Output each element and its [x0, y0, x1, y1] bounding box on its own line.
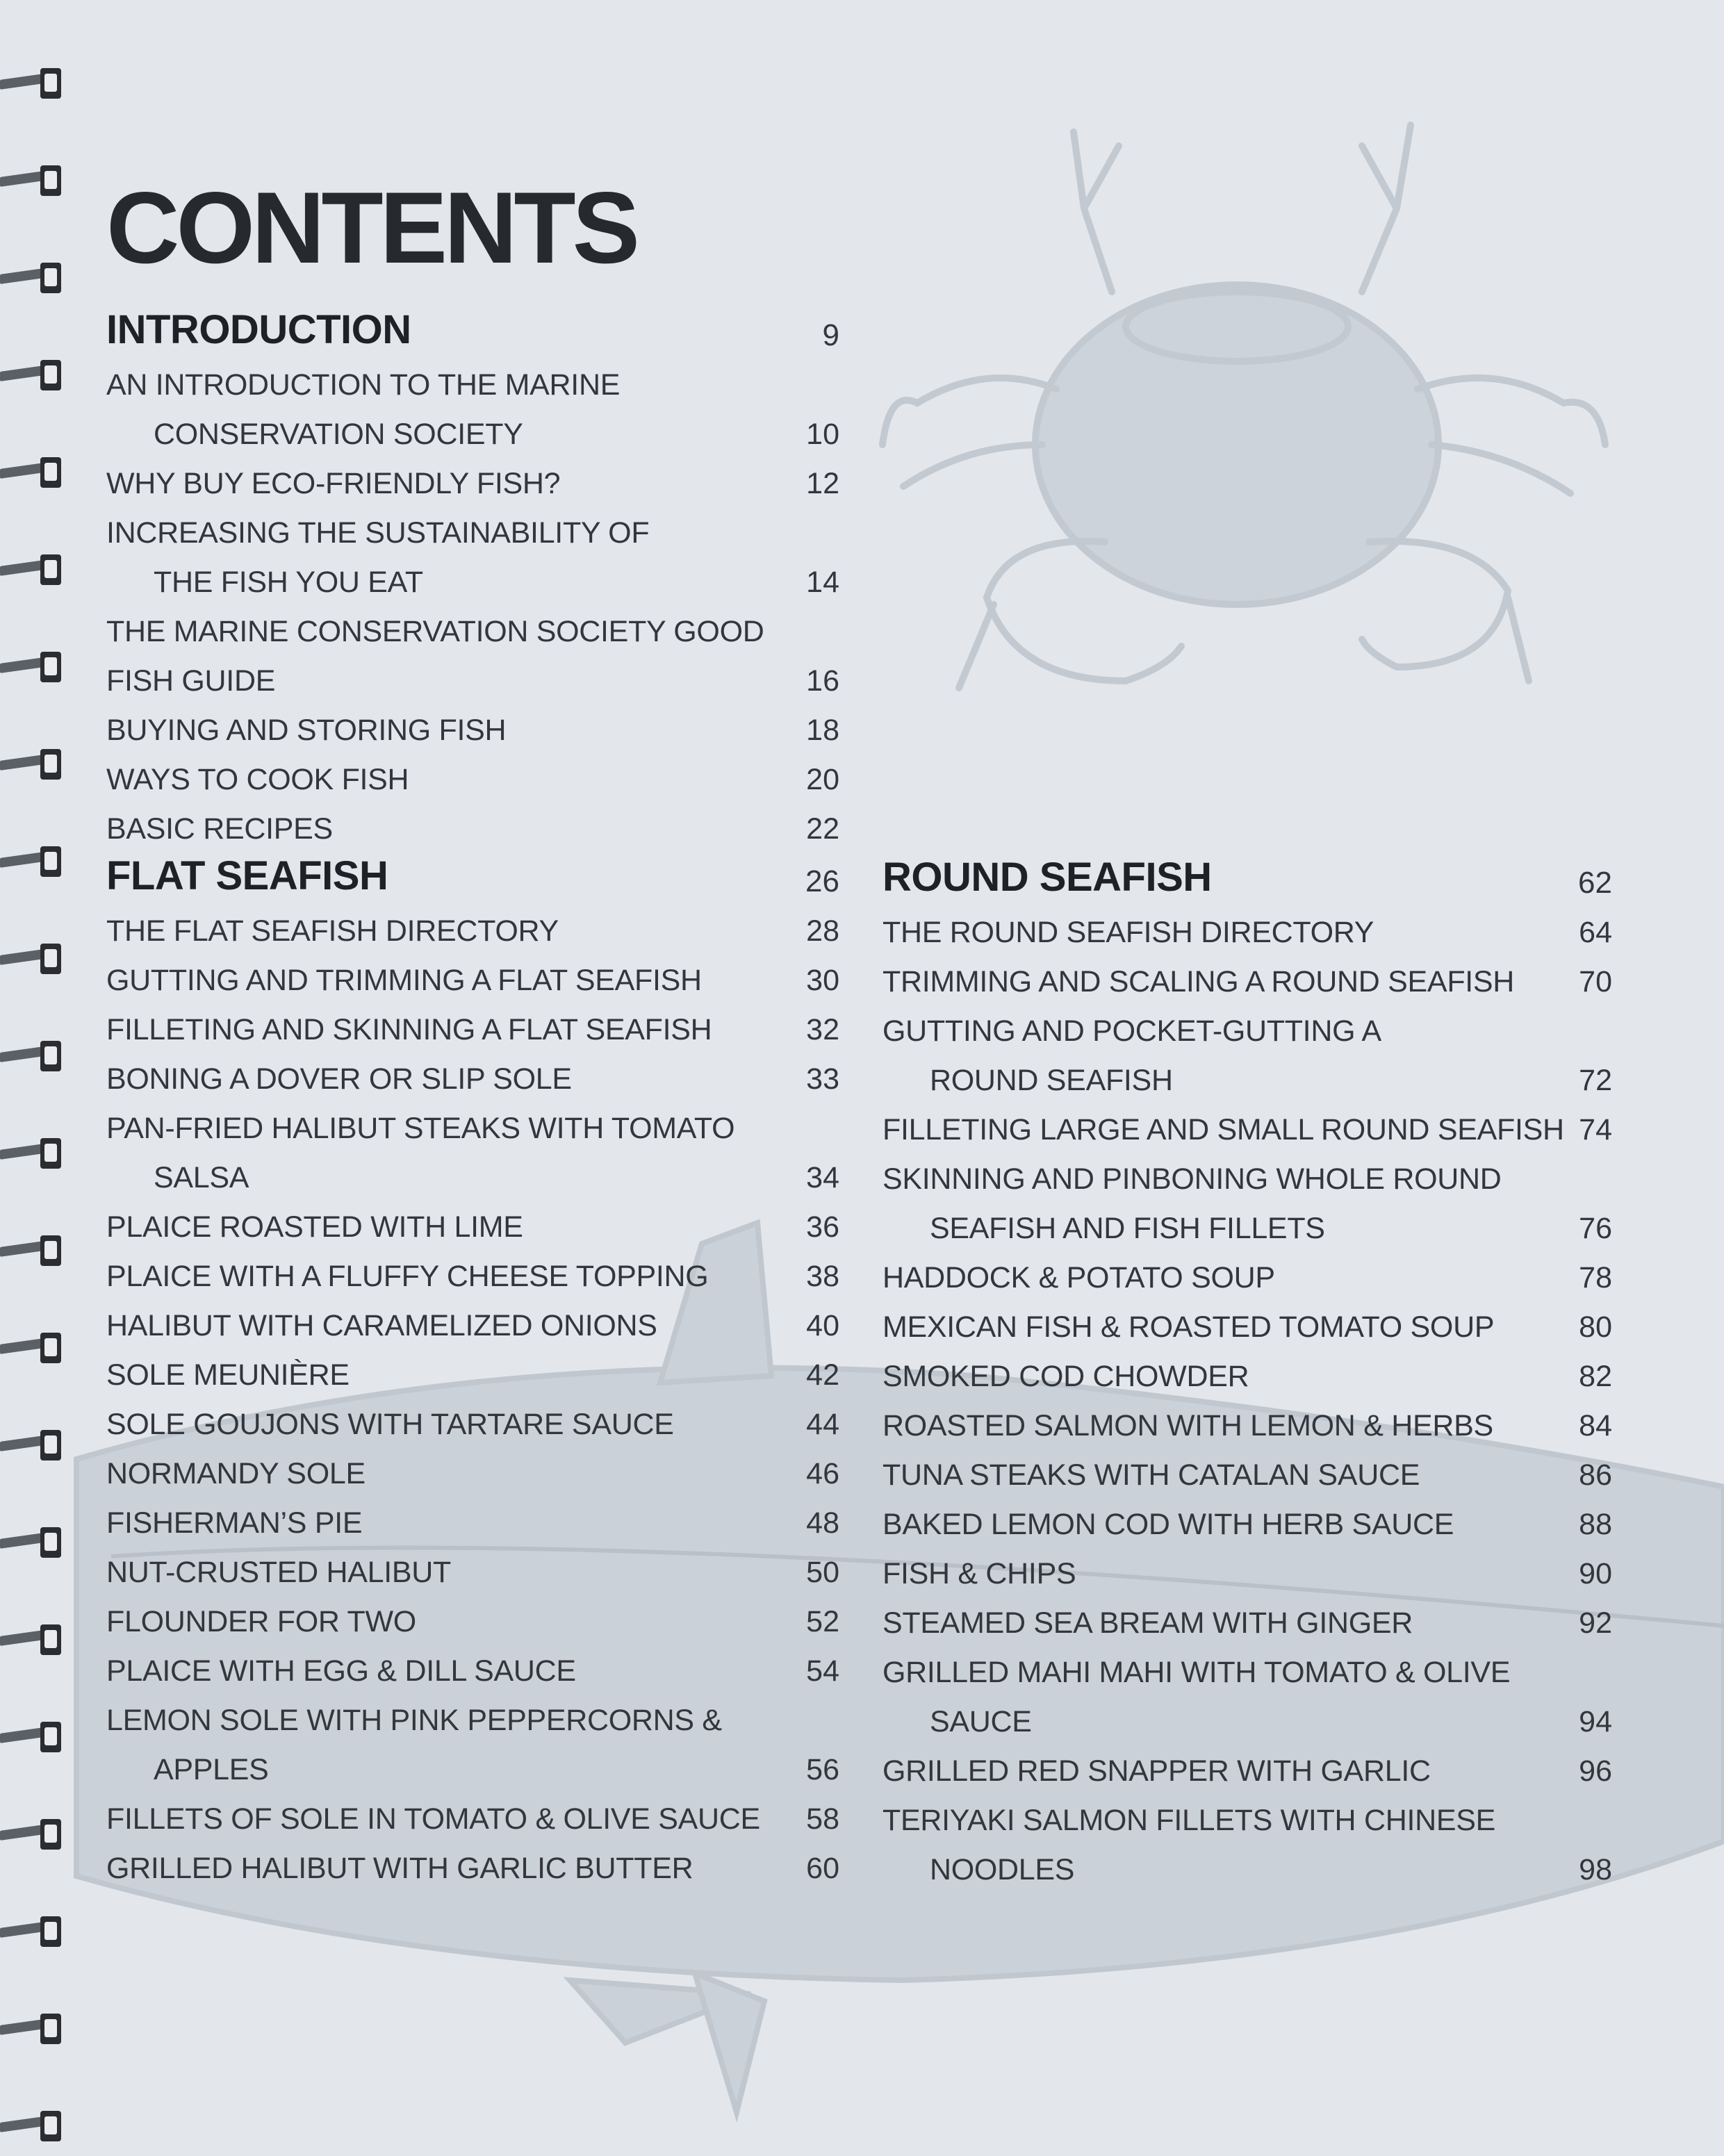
entry-title: HADDOCK & POTATO SOUP: [882, 1261, 1275, 1294]
entry-title: TUNA STEAKS WITH CATALAN SAUCE: [882, 1458, 1420, 1492]
entry-title: SAUCE: [930, 1705, 1032, 1738]
contents-entry: [106, 452, 839, 501]
entry-title: ROASTED SALMON WITH LEMON & HERBS: [882, 1409, 1493, 1442]
entry-title: THE ROUND SEAFISH DIRECTORY: [882, 916, 1374, 949]
contents-entry: [106, 1491, 839, 1540]
page-number: 56: [806, 1753, 839, 1786]
section-title: FLAT SEAFISH: [106, 853, 388, 898]
contents-entry: [106, 748, 839, 797]
entry-title: FILLETING LARGE AND SMALL ROUND SEAFISH: [882, 1113, 1564, 1146]
contents-entry: [882, 1542, 1612, 1591]
page-number: 20: [806, 763, 839, 796]
entry-title: SMOKED COD CHOWDER: [882, 1360, 1249, 1393]
entry-title: FISHERMAN’S PIE: [106, 1506, 363, 1540]
page-number: 40: [806, 1309, 839, 1342]
contents-entry: [106, 998, 839, 1047]
contents-entry: [106, 899, 839, 948]
contents-entry: [882, 1098, 1612, 1147]
section-heading: [106, 300, 839, 353]
page-number: 92: [1579, 1606, 1612, 1640]
page-number: 54: [806, 1654, 839, 1688]
page-number: 96: [1579, 1754, 1612, 1788]
contents-entry: [882, 1690, 1612, 1739]
contents-entry: [106, 1639, 839, 1688]
contents-entry: [882, 900, 1612, 950]
entry-title: APPLES: [154, 1753, 269, 1786]
contents-entry: [106, 1540, 839, 1590]
contents-entry: [106, 1146, 839, 1195]
contents-left-column: [106, 300, 839, 1886]
contents-entry: [106, 1047, 839, 1096]
page-number: 44: [806, 1408, 839, 1441]
entry-title: GRILLED HALIBUT WITH GARLIC BUTTER: [106, 1852, 693, 1885]
contents-entry: [106, 550, 839, 600]
entry-title: BUYING AND STORING FISH: [106, 714, 507, 747]
page-number: 78: [1579, 1261, 1612, 1294]
entry-title: CONSERVATION SOCIETY: [154, 418, 523, 451]
contents-entry: [882, 1492, 1612, 1542]
page-number: 72: [1579, 1064, 1612, 1097]
entry-title: GUTTING AND TRIMMING A FLAT SEAFISH: [106, 964, 702, 997]
entry-title: AN INTRODUCTION TO THE MARINE: [106, 368, 621, 402]
page-title: CONTENTS: [106, 171, 637, 284]
entry-title: GRILLED RED SNAPPER WITH GARLIC: [882, 1754, 1431, 1788]
entry-title: THE FISH YOU EAT: [154, 566, 423, 599]
page-number: 70: [1579, 965, 1612, 998]
page-number: 30: [806, 964, 839, 997]
entry-title: FLOUNDER FOR TWO: [106, 1605, 416, 1638]
page-number: 9: [822, 318, 839, 352]
page-number: 76: [1579, 1212, 1612, 1245]
entry-title: WHY BUY ECO-FRIENDLY FISH?: [106, 467, 561, 500]
section-title: ROUND SEAFISH: [882, 855, 1212, 900]
crab-illustration-icon: [882, 125, 1605, 688]
page-number: 50: [806, 1556, 839, 1589]
entry-title: BAKED LEMON COD WITH HERB SAUCE: [882, 1508, 1454, 1541]
contents-entry: [882, 1739, 1612, 1788]
contents-entry: [106, 1738, 839, 1787]
entry-title: STEAMED SEA BREAM WITH GINGER: [882, 1606, 1413, 1640]
entry-title: SOLE MEUNIÈRE: [106, 1358, 350, 1392]
page-number: 74: [1579, 1113, 1612, 1146]
contents-entry: [106, 1688, 839, 1738]
page-number: 14: [806, 566, 839, 599]
page-number: 90: [1579, 1557, 1612, 1590]
contents-entry: [106, 501, 839, 550]
page-number: 82: [1579, 1360, 1612, 1393]
page-number: 26: [805, 864, 839, 898]
entry-title: SOLE GOUJONS WITH TARTARE SAUCE: [106, 1408, 674, 1441]
entry-title: FISH GUIDE: [106, 664, 276, 698]
contents-entry: [106, 1294, 839, 1343]
contents-right-column: [882, 848, 1612, 1887]
contents-entry: [106, 1836, 839, 1886]
entry-title: BASIC RECIPES: [106, 812, 333, 846]
contents-entry: [882, 999, 1612, 1048]
contents-entry: [882, 1344, 1612, 1394]
entry-title: GUTTING AND POCKET-GUTTING A: [882, 1014, 1381, 1048]
entry-title: SALSA: [154, 1161, 249, 1194]
contents-entry: [106, 600, 839, 649]
contents-entry: [106, 797, 839, 846]
page-number: 16: [806, 664, 839, 698]
entry-title: MEXICAN FISH & ROASTED TOMATO SOUP: [882, 1310, 1495, 1344]
section-heading: [882, 848, 1612, 900]
contents-entry: [882, 1640, 1612, 1690]
page-number: 18: [806, 714, 839, 747]
contents-entry: [106, 1392, 839, 1442]
contents-entry: [106, 948, 839, 998]
entry-title: PLAICE WITH A FLUFFY CHEESE TOPPING: [106, 1260, 709, 1293]
page-number: 12: [806, 467, 839, 500]
contents-entry: [882, 1246, 1612, 1295]
page-number: 64: [1579, 916, 1612, 949]
contents-entry: [882, 1196, 1612, 1246]
page-number: 98: [1579, 1853, 1612, 1886]
page-number: 36: [806, 1210, 839, 1244]
contents-entry: [106, 1343, 839, 1392]
entry-title: HALIBUT WITH CARAMELIZED ONIONS: [106, 1309, 657, 1342]
entry-title: BONING A DOVER OR SLIP SOLE: [106, 1062, 572, 1096]
entry-title: TRIMMING AND SCALING A ROUND SEAFISH: [882, 965, 1515, 998]
entry-title: THE MARINE CONSERVATION SOCIETY GOOD: [106, 615, 764, 648]
contents-entry: [106, 1590, 839, 1639]
page-number: 48: [806, 1506, 839, 1540]
page-number: 58: [806, 1802, 839, 1836]
contents-entry: [882, 1048, 1612, 1098]
entry-title: SEAFISH AND FISH FILLETS: [930, 1212, 1325, 1245]
entry-title: FILLETS OF SOLE IN TOMATO & OLIVE SAUCE: [106, 1802, 760, 1836]
page-number: 88: [1579, 1508, 1612, 1541]
page-number: 94: [1579, 1705, 1612, 1738]
entry-title: ROUND SEAFISH: [930, 1064, 1173, 1097]
entry-title: PLAICE ROASTED WITH LIME: [106, 1210, 523, 1244]
contents-entry: [882, 1394, 1612, 1443]
contents-entry: [882, 1295, 1612, 1344]
entry-title: NOODLES: [930, 1853, 1075, 1886]
page-number: 80: [1579, 1310, 1612, 1344]
contents-entry: [106, 649, 839, 698]
page-number: 38: [806, 1260, 839, 1293]
page-number: 32: [806, 1013, 839, 1046]
contents-entry: [106, 1787, 839, 1836]
contents-entry: [106, 1244, 839, 1294]
entry-title: TERIYAKI SALMON FILLETS WITH CHINESE: [882, 1804, 1495, 1837]
contents-entry: [882, 1838, 1612, 1887]
entry-title: INCREASING THE SUSTAINABILITY OF: [106, 516, 650, 550]
page-number: 60: [806, 1852, 839, 1885]
entry-title: FISH & CHIPS: [882, 1557, 1076, 1590]
section-title: INTRODUCTION: [106, 307, 411, 352]
contents-entry: [882, 1443, 1612, 1492]
contents-entry: [106, 353, 839, 402]
entry-title: FILLETING AND SKINNING A FLAT SEAFISH: [106, 1013, 712, 1046]
contents-entry: [106, 1096, 839, 1146]
entry-title: PLAICE WITH EGG & DILL SAUCE: [106, 1654, 576, 1688]
entry-title: GRILLED MAHI MAHI WITH TOMATO & OLIVE: [882, 1656, 1511, 1689]
contents-entry: [882, 950, 1612, 999]
entry-title: NUT-CRUSTED HALIBUT: [106, 1556, 452, 1589]
contents-entry: [106, 402, 839, 452]
contents-entry: [882, 1788, 1612, 1838]
page-number: 34: [806, 1161, 839, 1194]
entry-title: WAYS TO COOK FISH: [106, 763, 409, 796]
entry-title: LEMON SOLE WITH PINK PEPPERCORNS &: [106, 1704, 722, 1737]
contents-entry: [106, 1195, 839, 1244]
page-number: 22: [806, 812, 839, 846]
contents-entry: [106, 1442, 839, 1491]
section-heading: [106, 846, 839, 899]
page-number: 86: [1579, 1458, 1612, 1492]
page-number: 42: [806, 1358, 839, 1392]
page-number: 84: [1579, 1409, 1612, 1442]
page-number: 10: [806, 418, 839, 451]
page-number: 46: [806, 1457, 839, 1490]
contents-entry: [882, 1147, 1612, 1196]
page-number: 62: [1578, 866, 1612, 900]
page-number: 52: [806, 1605, 839, 1638]
entry-title: NORMANDY SOLE: [106, 1457, 366, 1490]
entry-title: SKINNING AND PINBONING WHOLE ROUND: [882, 1162, 1502, 1196]
contents-entry: [106, 698, 839, 748]
entry-title: THE FLAT SEAFISH DIRECTORY: [106, 914, 559, 948]
page-number: 28: [806, 914, 839, 948]
page-number: 33: [806, 1062, 839, 1096]
entry-title: PAN-FRIED HALIBUT STEAKS WITH TOMATO: [106, 1112, 735, 1145]
contents-entry: [882, 1591, 1612, 1640]
